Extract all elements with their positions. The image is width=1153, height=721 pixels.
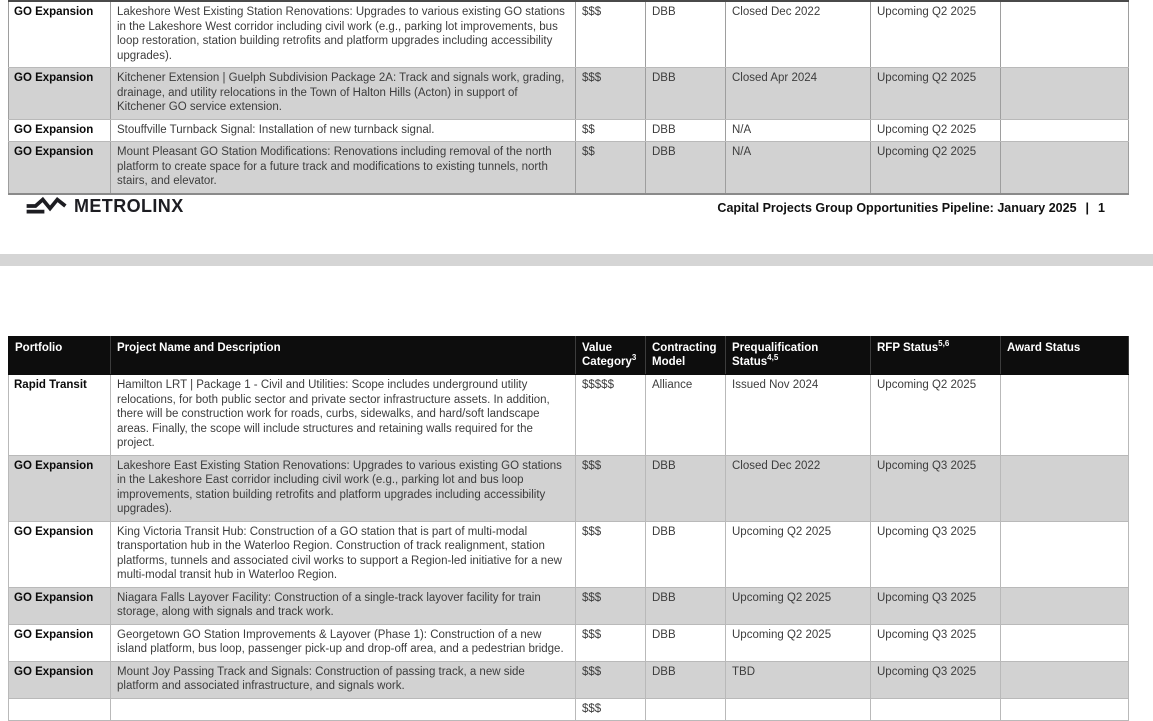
cell-prequalification-status: N/A: [726, 119, 871, 142]
cell-award-status: [1001, 587, 1129, 624]
cell-award-status: [1001, 698, 1129, 721]
table-row: [9, 375, 1129, 456]
cell-contracting-model: DBB: [646, 587, 726, 624]
cell-award-status: [1001, 68, 1129, 120]
cell-prequalification-status: TBD: [726, 661, 871, 698]
cell-rfp-status: Upcoming Q3 2025: [871, 587, 1001, 624]
col-header-prequalification-status: Prequalification Status$^{4,5}$: [726, 337, 871, 375]
cell-rfp-status: Upcoming Q3 2025: [871, 661, 1001, 698]
logo-wordmark: METROLINX: [74, 195, 184, 216]
cell-portfolio: GO Expansion: [9, 1, 111, 68]
cell-value-category: $$$: [576, 587, 646, 624]
cell-value-category: $$$: [576, 521, 646, 587]
cell-prequalification-status: Upcoming Q2 2025: [726, 624, 871, 661]
cell-description: Kitchener Extension | Guelph Subdivision Package 2A: Track and signals work, grading, drainage, and utility relocations in the Town of Halton Hills (Acton) in support of Kitchener GO service extension.: [111, 68, 576, 120]
cell-portfolio: GO Expansion: [9, 521, 111, 587]
cell-rfp-status: Upcoming Q2 2025: [871, 1, 1001, 68]
cell-portfolio: GO Expansion: [9, 119, 111, 142]
page1-projects-table: [8, 0, 1129, 195]
table-row: [9, 455, 1129, 521]
cell-description: Stouffville Turnback Signal: Installation of new turnback signal.: [111, 119, 576, 142]
cell-portfolio: GO Expansion: [9, 624, 111, 661]
col-header-value-category: Value Category$^3$: [576, 337, 646, 375]
col-header-project-name: Project Name and Description: [111, 337, 576, 375]
cell-description: King Victoria Transit Hub: Construction of a GO station that is part of multi-modal transportation hub in the Waterloo Region. Construction of track realignment, station platforms, tunnels and associated civil works to support a Region-led initiative for a new multi-modal transit hub in Waterloo Region.: [111, 521, 576, 587]
table-row: [9, 521, 1129, 587]
cell-description: Lakeshore East Existing Station Renovations: Upgrades to various existing GO stations in the Lakeshore East corridor including civil work (e.g., parking lot and bus loop improvements, station building retrofits and platform upgrades including accessibility upgrades).: [111, 455, 576, 521]
cell-portfolio: GO Expansion: [9, 68, 111, 120]
cell-rfp-status: Upcoming Q3 2025: [871, 624, 1001, 661]
col-header-award-status: Award Status: [1001, 337, 1129, 375]
cell-rfp-status: Upcoming Q3 2025: [871, 455, 1001, 521]
cell-rfp-status: Upcoming Q2 2025: [871, 142, 1001, 194]
table-header-row: [9, 337, 1129, 375]
footer-report-title: Capital Projects Group Opportunities Pipeline: January 2025: [717, 201, 1077, 215]
table-row: [9, 142, 1129, 194]
cell-value-category: $$$: [576, 661, 646, 698]
footer-pipe: |: [1085, 201, 1090, 215]
cell-rfp-status: Upcoming Q3 2025: [871, 521, 1001, 587]
cell-rfp-status: [871, 698, 1001, 721]
cell-value-category: $$$: [576, 624, 646, 661]
page-break-gap: [0, 254, 1153, 266]
cell-value-category: $$$: [576, 68, 646, 120]
col-header-rfp-status: RFP Status$^{5,6}$: [871, 337, 1001, 375]
table-row: [9, 624, 1129, 661]
cell-value-category: $$$: [576, 698, 646, 721]
col-header-contracting-model: Contracting Model: [646, 337, 726, 375]
cell-contracting-model: DBB: [646, 68, 726, 120]
page1-footer: [0, 190, 1153, 224]
cell-contracting-model: Alliance: [646, 375, 726, 456]
cell-prequalification-status: Closed Apr 2024: [726, 68, 871, 120]
cell-portfolio: GO Expansion: [9, 587, 111, 624]
cell-description: Georgetown GO Station Improvements & Layover (Phase 1): Construction of a new island platform, bus loop, passenger pick-up and drop-off area, and a pedestrian bridge.: [111, 624, 576, 661]
cell-contracting-model: DBB: [646, 521, 726, 587]
page2-projects-table: [8, 336, 1129, 721]
cell-prequalification-status: Upcoming Q2 2025: [726, 587, 871, 624]
table-row: [9, 68, 1129, 120]
cell-description: Hamilton LRT | Package 1 - Civil and Utilities: Scope includes underground utility relocations, for both public sector and private sector infrastructure assets. In addition, there will be construction work for roads, curbs, sidewalks, and hard/soft landscape areas. Finally, the scope will include structures and retaining walls required for the project.: [111, 375, 576, 456]
cell-award-status: [1001, 521, 1129, 587]
cell-award-status: [1001, 119, 1129, 142]
cell-award-status: [1001, 1, 1129, 68]
cell-description: Mount Joy Passing Track and Signals: Construction of passing track, a new side platform and associated infrastructure, and signals work.: [111, 661, 576, 698]
metrolinx-logo: [25, 194, 184, 218]
metrolinx-logo-icon: [25, 194, 67, 218]
cell-contracting-model: DBB: [646, 142, 726, 194]
cell-portfolio: Rapid Transit: [9, 375, 111, 456]
cell-portfolio: GO Expansion: [9, 455, 111, 521]
cell-prequalification-status: Issued Nov 2024: [726, 375, 871, 456]
cell-prequalification-status: Closed Dec 2022: [726, 455, 871, 521]
cell-value-category: $$$$$: [576, 375, 646, 456]
cell-contracting-model: DBB: [646, 624, 726, 661]
cell-award-status: [1001, 455, 1129, 521]
cell-description: Lakeshore West Existing Station Renovations: Upgrades to various existing GO stations in the Lakeshore West corridor including civil work (e.g., parking lot improvements, bus loop restoration, station building retrofits and platform upgrades including accessibility upgrades).: [111, 1, 576, 68]
cell-value-category: $$: [576, 119, 646, 142]
cell-award-status: [1001, 624, 1129, 661]
cell-award-status: [1001, 142, 1129, 194]
cell-contracting-model: [646, 698, 726, 721]
cell-contracting-model: DBB: [646, 119, 726, 142]
cell-rfp-status: Upcoming Q2 2025: [871, 68, 1001, 120]
cell-rfp-status: Upcoming Q2 2025: [871, 375, 1001, 456]
cell-prequalification-status: Upcoming Q2 2025: [726, 521, 871, 587]
footer-page-number: 1: [1098, 201, 1105, 215]
cell-portfolio: GO Expansion: [9, 142, 111, 194]
table-row: [9, 119, 1129, 142]
cell-value-category: $$$: [576, 455, 646, 521]
cell-description: Niagara Falls Layover Facility: Construction of a single-track layover facility for train storage, along with signals and track work.: [111, 587, 576, 624]
cell-award-status: [1001, 375, 1129, 456]
cell-prequalification-status: N/A: [726, 142, 871, 194]
cell-contracting-model: DBB: [646, 1, 726, 68]
cell-portfolio: [9, 698, 111, 721]
footer-title: [717, 201, 1105, 215]
cell-contracting-model: DBB: [646, 661, 726, 698]
cell-prequalification-status: [726, 698, 871, 721]
cell-award-status: [1001, 661, 1129, 698]
cell-value-category: $$: [576, 142, 646, 194]
table-row-partial: [9, 698, 1129, 721]
table-row: [9, 661, 1129, 698]
cell-rfp-status: Upcoming Q2 2025: [871, 119, 1001, 142]
cell-contracting-model: DBB: [646, 455, 726, 521]
table-row: [9, 1, 1129, 68]
cell-description: [111, 698, 576, 721]
col-header-portfolio: Portfolio: [9, 337, 111, 375]
cell-value-category: $$$: [576, 1, 646, 68]
cell-prequalification-status: Closed Dec 2022: [726, 1, 871, 68]
cell-description: Mount Pleasant GO Station Modifications: Renovations including removal of the north platform to create space for a future track and modifications to existing tunnels, north stairs, and elevator.: [111, 142, 576, 194]
table-row: [9, 587, 1129, 624]
cell-portfolio: GO Expansion: [9, 661, 111, 698]
